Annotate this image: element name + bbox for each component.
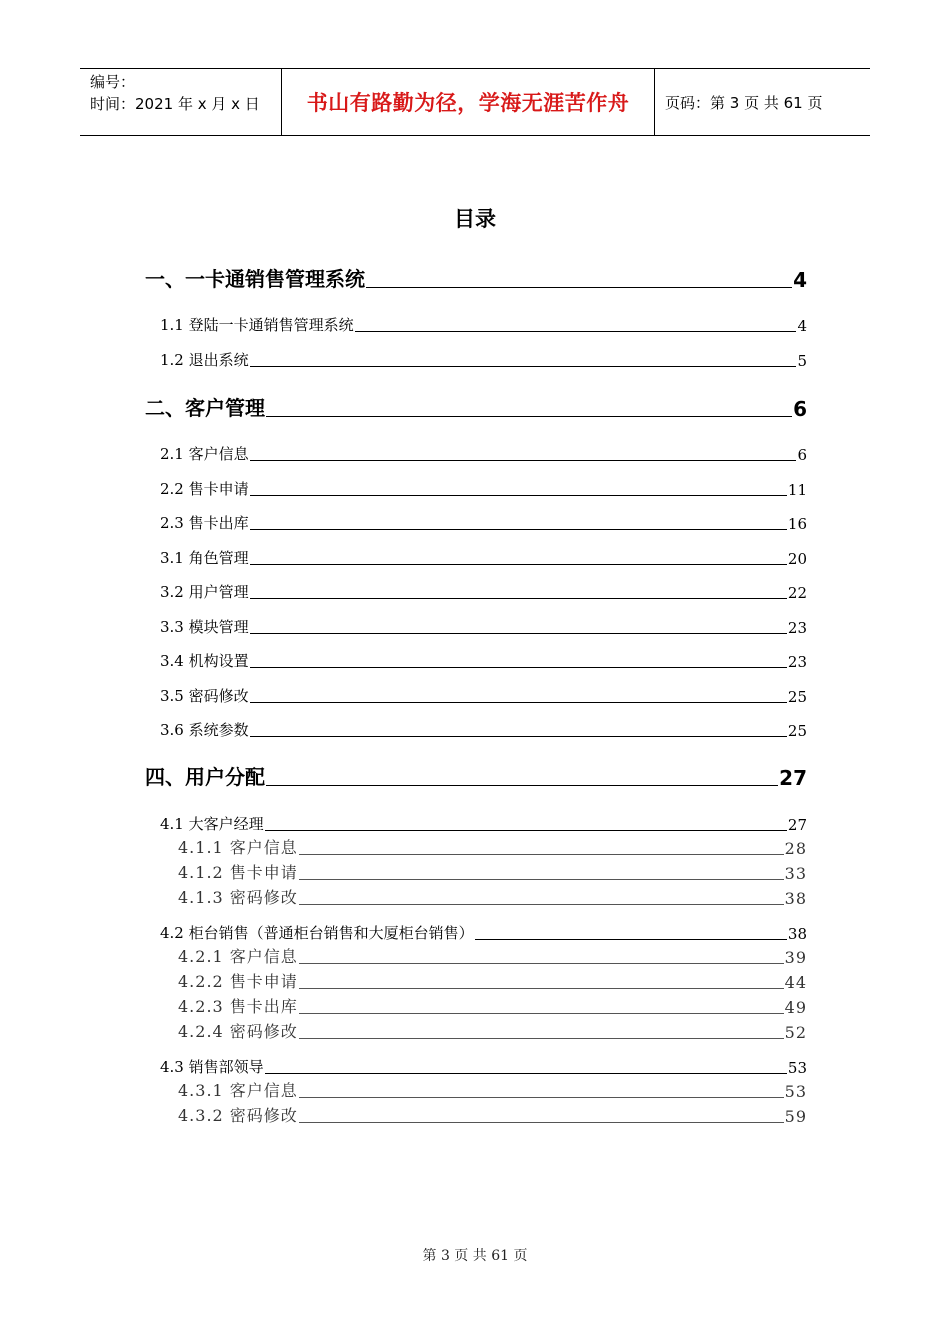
toc-leader-line xyxy=(250,633,787,634)
toc-leader-line xyxy=(250,529,787,530)
toc-entry-page: 27 xyxy=(787,816,807,834)
toc-entry[interactable] xyxy=(160,1055,807,1077)
toc-leader-line xyxy=(250,702,787,703)
toc-leader-line xyxy=(250,366,797,367)
toc-leader-line xyxy=(355,331,797,332)
toc-leader-line xyxy=(299,1122,784,1123)
toc-entry-text: 3.4 机构设置 xyxy=(160,652,249,670)
toc-leader-line xyxy=(366,287,792,288)
time-label: 时间：2021 年 x 月 x 日 xyxy=(90,95,260,113)
toc-entry-page: 59 xyxy=(784,1107,807,1126)
toc-entry-text: 3.3 模块管理 xyxy=(160,618,249,636)
toc-leader-line xyxy=(299,854,784,855)
toc-leader-line xyxy=(265,1073,787,1074)
toc-entry-text: 4.2.3 售卡出库 xyxy=(178,997,298,1016)
toc-entry-page: 28 xyxy=(784,839,807,858)
toc-entry[interactable] xyxy=(160,442,807,464)
toc-entry[interactable] xyxy=(178,1020,807,1042)
toc-entry-page: 23 xyxy=(787,619,807,637)
toc-entry[interactable] xyxy=(178,886,807,908)
toc-entry-text: 4.1 大客户经理 xyxy=(160,815,264,833)
header-page-cell xyxy=(655,69,870,135)
page-footer: 第 3 页 共 61 页 xyxy=(422,1248,528,1264)
toc-entry-text: 4.3 销售部领导 xyxy=(160,1058,264,1076)
toc-entry-page: 44 xyxy=(784,973,807,992)
toc-entry[interactable] xyxy=(178,945,807,967)
toc-entry-chapter-1[interactable] xyxy=(145,262,807,292)
toc-entry[interactable] xyxy=(160,546,807,568)
toc-entry[interactable] xyxy=(160,477,807,499)
toc-entry-text: 2.1 客户信息 xyxy=(160,445,249,463)
toc-entry-page: 52 xyxy=(784,1023,807,1042)
toc-entry-text: 3.1 角色管理 xyxy=(160,549,249,567)
toc-entry[interactable] xyxy=(160,511,807,533)
toc-leader-line xyxy=(299,904,784,905)
toc-entry-page: 39 xyxy=(784,948,807,967)
toc-entry-text: 1.1 登陆一卡通销售管理系统 xyxy=(160,316,354,334)
toc-leader-line xyxy=(266,785,778,786)
header-motto-cell xyxy=(282,69,655,135)
toc-entry[interactable] xyxy=(160,615,807,637)
toc-entry-text: 4.2 柜台销售（普通柜台销售和大厦柜台销售） xyxy=(160,924,474,942)
toc-leader-line xyxy=(475,939,787,940)
toc-entry[interactable] xyxy=(178,861,807,883)
toc-entry[interactable] xyxy=(178,1104,807,1126)
toc-leader-line xyxy=(299,1097,784,1098)
toc-entry-text: 2.3 售卡出库 xyxy=(160,514,249,532)
toc-entry-text: 1.2 退出系统 xyxy=(160,351,249,369)
toc-entry-page: 6 xyxy=(797,446,807,464)
toc-leader-line xyxy=(250,667,787,668)
toc-entry[interactable] xyxy=(160,313,807,335)
toc-entry-page: 25 xyxy=(787,722,807,740)
toc-title: 目录 xyxy=(454,207,496,231)
toc-entry-page: 22 xyxy=(787,584,807,602)
toc-entry[interactable] xyxy=(160,718,807,740)
toc-entry-text: 一、一卡通销售管理系统 xyxy=(145,267,365,291)
toc-entry-chapter-4[interactable] xyxy=(145,760,807,790)
toc-entry-text: 4.3.1 客户信息 xyxy=(178,1081,298,1100)
toc-leader-line xyxy=(266,416,792,417)
toc-entry-page: 5 xyxy=(797,352,807,370)
toc-leader-line xyxy=(265,830,787,831)
toc-entry-page: 49 xyxy=(784,998,807,1017)
toc-entry-text: 4.2.4 密码修改 xyxy=(178,1022,298,1041)
toc-leader-line xyxy=(299,1013,784,1014)
toc-entry-page: 4 xyxy=(793,268,807,292)
toc-entry-page: 38 xyxy=(787,925,807,943)
toc-entry-page: 6 xyxy=(793,397,807,421)
toc-entry-text: 4.1.2 售卡申请 xyxy=(178,863,298,882)
toc-entry-page: 25 xyxy=(787,688,807,706)
toc-entry[interactable] xyxy=(178,995,807,1017)
toc-entry-text: 4.2.1 客户信息 xyxy=(178,947,298,966)
number-label: 编号： xyxy=(90,73,136,91)
toc-entry[interactable] xyxy=(160,684,807,706)
toc-entry[interactable] xyxy=(178,836,807,858)
toc-entry-text: 4.3.2 密码修改 xyxy=(178,1106,298,1125)
toc-entry-page: 53 xyxy=(784,1082,807,1101)
toc-entry[interactable] xyxy=(160,921,807,943)
motto-text: 书山有路勤为径，学海无涯苦作舟 xyxy=(306,90,630,115)
toc-entry-text: 3.2 用户管理 xyxy=(160,583,249,601)
toc-entry-text: 二、客户管理 xyxy=(145,396,265,420)
toc-entry-page: 27 xyxy=(779,766,807,790)
toc-entry[interactable] xyxy=(178,970,807,992)
toc-entry-text: 3.6 系统参数 xyxy=(160,721,249,739)
toc-leader-line xyxy=(250,564,787,565)
toc-leader-line xyxy=(250,495,787,496)
toc-leader-line xyxy=(299,879,784,880)
toc-entry-text: 2.2 售卡申请 xyxy=(160,480,249,498)
toc-leader-line xyxy=(250,736,787,737)
toc-entry-page: 23 xyxy=(787,653,807,671)
toc-entry-text: 4.1.3 密码修改 xyxy=(178,888,298,907)
page-header xyxy=(80,68,870,136)
toc-entry-page: 4 xyxy=(797,317,807,335)
toc-entry-text: 4.2.2 售卡申请 xyxy=(178,972,298,991)
toc-leader-line xyxy=(299,963,784,964)
toc-leader-line xyxy=(250,460,797,461)
toc-entry-page: 16 xyxy=(787,515,807,533)
toc-entry-page: 53 xyxy=(787,1059,807,1077)
toc-entry-chapter-2[interactable] xyxy=(145,391,807,421)
toc-entry[interactable] xyxy=(178,1079,807,1101)
toc-entry[interactable] xyxy=(160,812,807,834)
toc-leader-line xyxy=(299,988,784,989)
toc-entry[interactable] xyxy=(160,580,807,602)
header-left-cell xyxy=(80,69,282,135)
toc-entry[interactable] xyxy=(160,348,807,370)
toc-entry-page: 33 xyxy=(784,864,807,883)
toc-entry-text: 3.5 密码修改 xyxy=(160,687,249,705)
toc-entry-text: 四、用户分配 xyxy=(145,765,265,789)
page-label: 页码：第 3 页 共 61 页 xyxy=(665,93,823,112)
toc-entry-text: 4.1.1 客户信息 xyxy=(178,838,298,857)
toc-entry-page: 38 xyxy=(784,889,807,908)
toc-leader-line xyxy=(250,598,787,599)
toc-leader-line xyxy=(299,1038,784,1039)
toc-entry-page: 11 xyxy=(787,481,807,499)
toc-entry-page: 20 xyxy=(787,550,807,568)
toc-entry[interactable] xyxy=(160,649,807,671)
